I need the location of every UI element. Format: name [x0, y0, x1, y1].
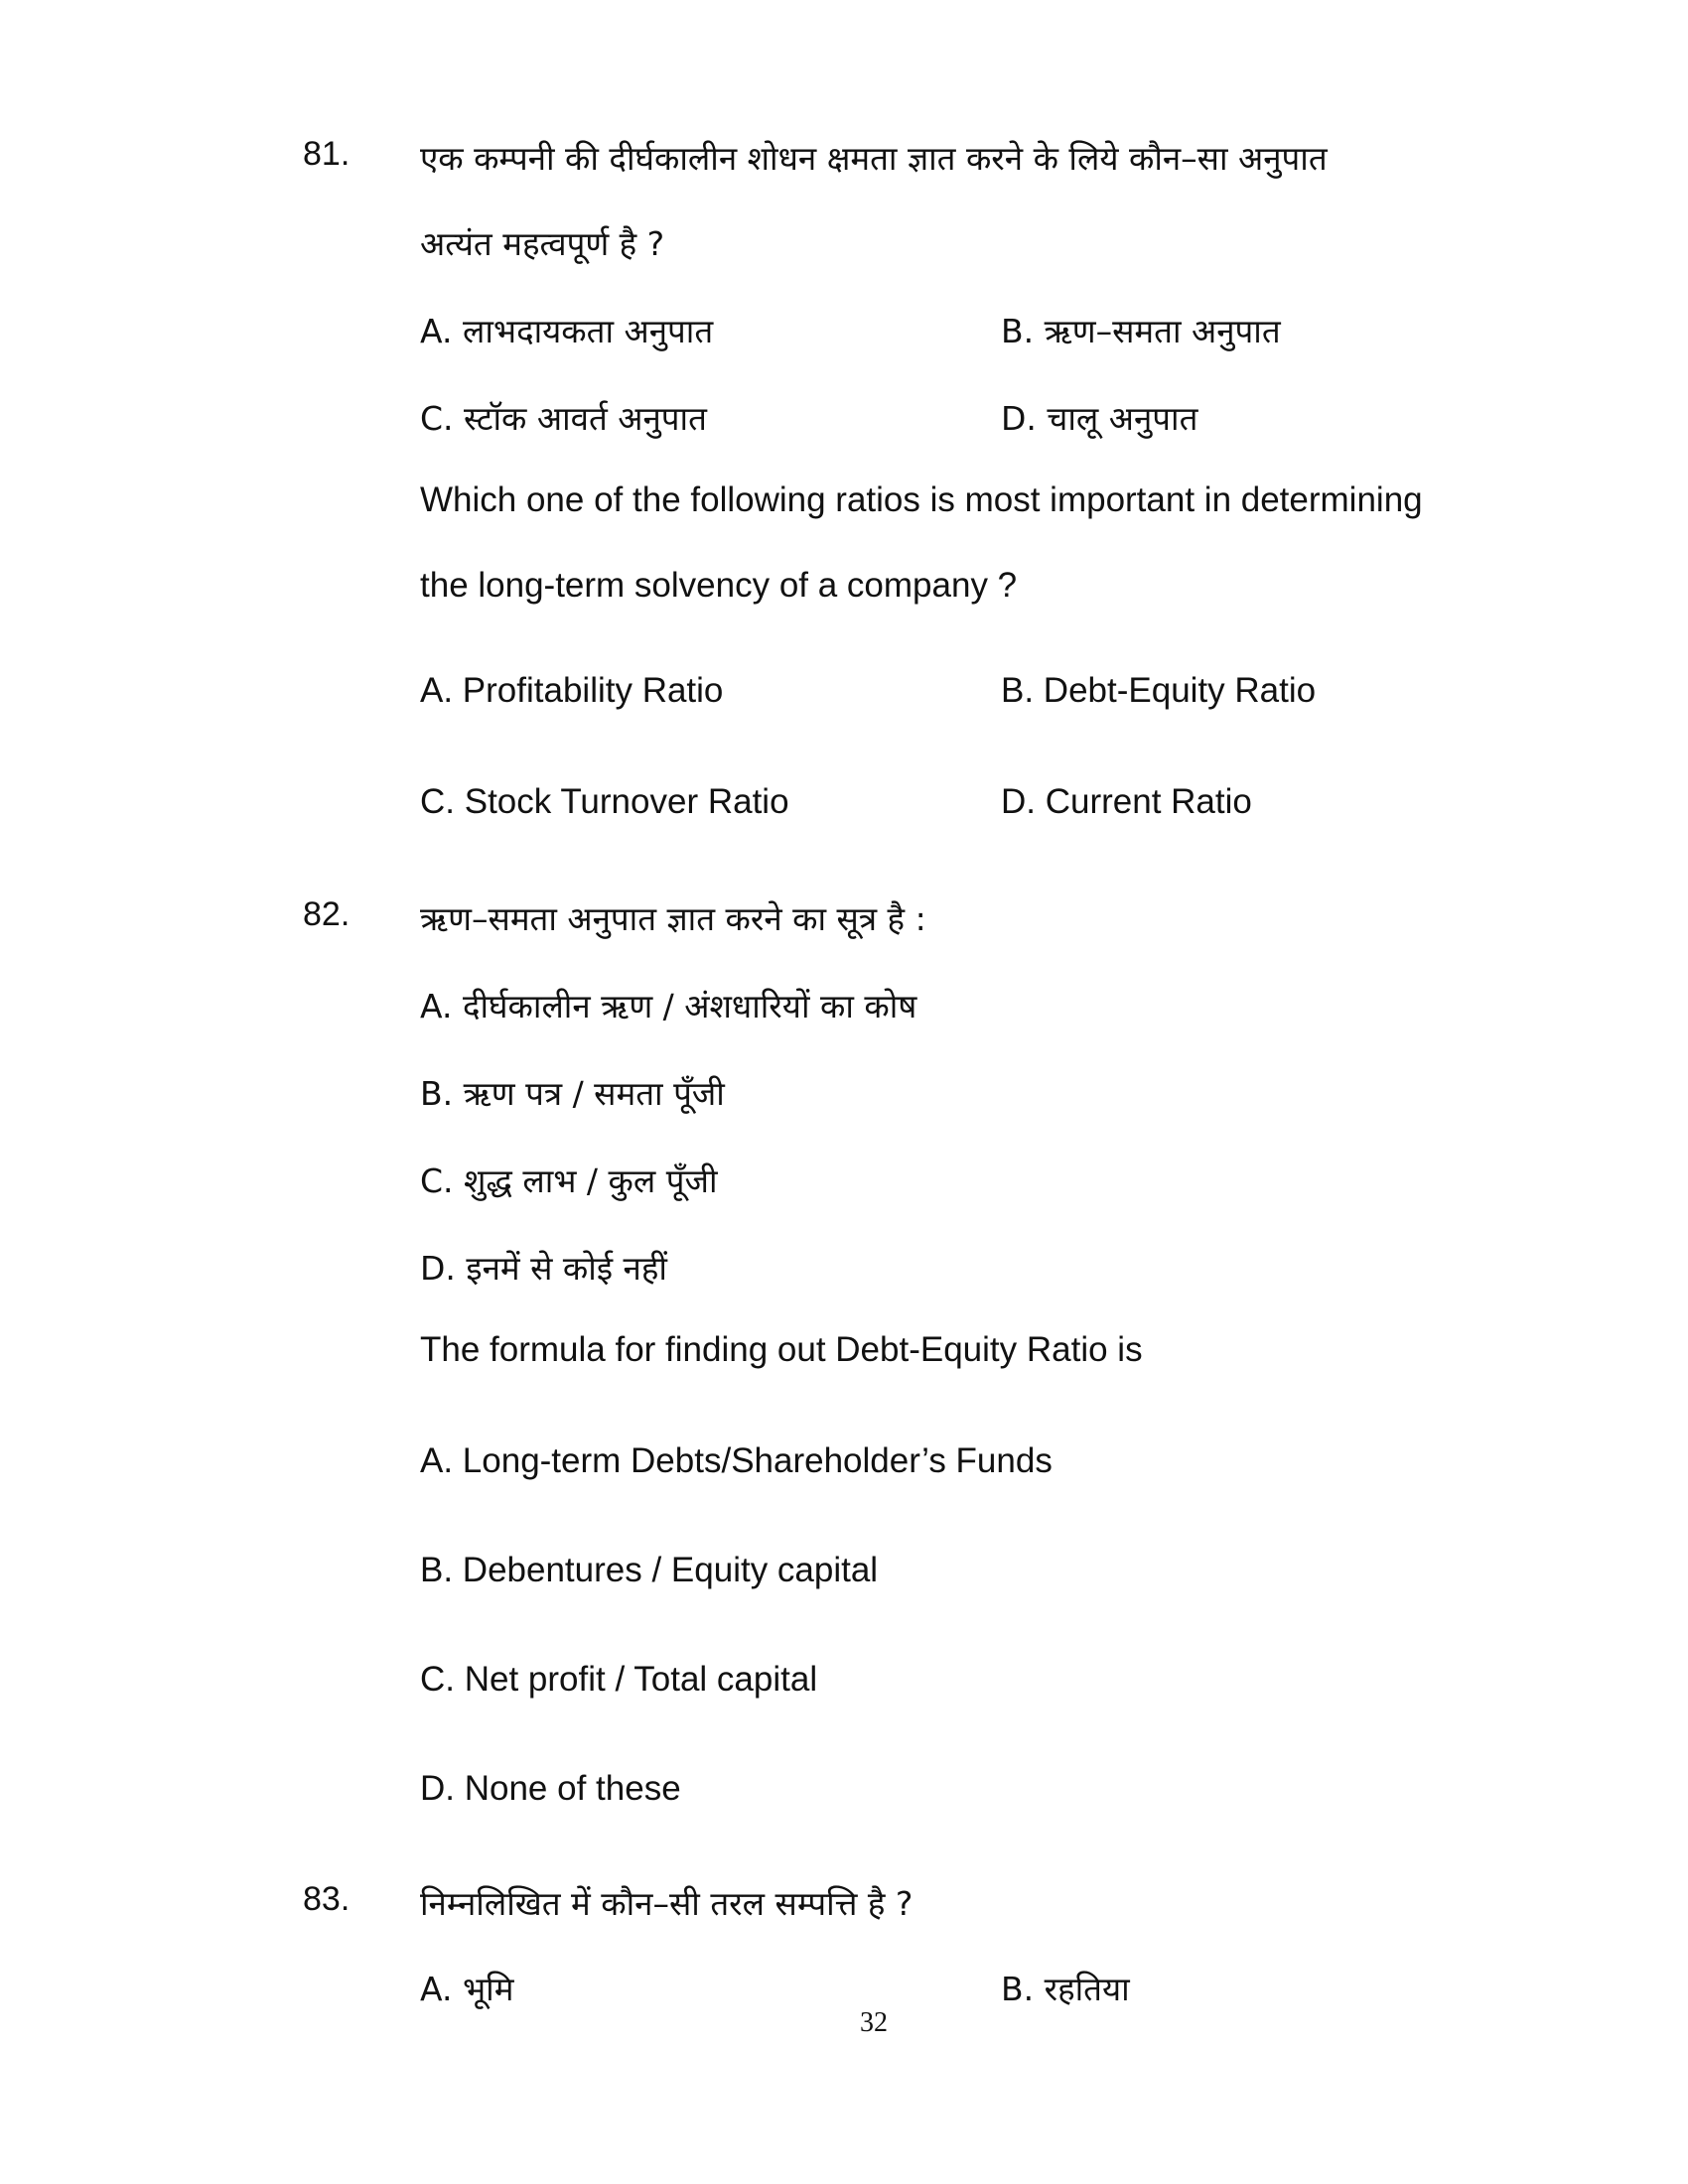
page-number: 32	[860, 2007, 888, 2038]
question-81-english-option-c: C. Stock Turnover Ratio	[420, 782, 789, 821]
question-81-english-text-line-1: Which one of the following ratios is most important in determining	[420, 480, 1423, 519]
question-83-hindi-text: निम्नलिखित में कौन–सी तरल सम्पत्ति है ?	[420, 1884, 914, 1923]
question-81-english-text-line-2: the long-term solvency of a company ?	[420, 566, 1018, 605]
question-81-hindi-option-b: B. ऋण–समता अनुपात	[1001, 312, 1281, 350]
question-82-english-option-d: D. None of these	[420, 1769, 681, 1808]
question-82-hindi-option-c: C. शुद्ध लाभ / कुल पूँजी	[420, 1161, 718, 1200]
question-81-hindi-text-line-2: अत्यंत महत्वपूर्ण है ?	[420, 224, 665, 263]
question-83-hindi-option-b: B. रहतिया	[1001, 1970, 1130, 2008]
question-81-english-option-b: B. Debt-Equity Ratio	[1001, 671, 1317, 710]
question-81-english-option-d: D. Current Ratio	[1001, 782, 1252, 821]
question-82-english-text: The formula for finding out Debt-Equity Ratio is	[420, 1330, 1143, 1369]
question-82-number: 82.	[303, 895, 351, 933]
question-81-english-option-a: A. Profitability Ratio	[420, 671, 724, 710]
question-82-hindi-option-a: A. दीर्घकालीन ऋण / अंशधारियों का कोष	[420, 987, 917, 1025]
question-83-hindi-option-a: A. भूमि	[420, 1970, 514, 2008]
question-81-hindi-text-line-1: एक कम्पनी की दीर्घकालीन शोधन क्षमता ज्ञात करने के लिये कौन–सा अनुपात	[420, 139, 1328, 178]
question-82-english-option-a: A. Long-term Debts/Shareholder’s Funds	[420, 1441, 1053, 1480]
question-82-hindi-text: ऋण–समता अनुपात ज्ञात करने का सूत्र है :	[420, 899, 926, 938]
question-82-hindi-option-d: D. इनमें से कोई नहीं	[420, 1249, 667, 1288]
question-82-english-option-b: B. Debentures / Equity capital	[420, 1551, 879, 1589]
question-81-number: 81.	[303, 135, 351, 173]
question-81-hindi-option-d: D. चालू अनुपात	[1001, 399, 1198, 438]
question-82-english-option-c: C. Net profit / Total capital	[420, 1660, 818, 1699]
question-81-hindi-option-c: C. स्टॉक आवर्त अनुपात	[420, 399, 707, 438]
question-82-hindi-option-b: B. ऋण पत्र / समता पूँजी	[420, 1074, 725, 1113]
question-81-hindi-option-a: A. लाभदायकता अनुपात	[420, 312, 714, 350]
question-83-number: 83.	[303, 1880, 351, 1918]
